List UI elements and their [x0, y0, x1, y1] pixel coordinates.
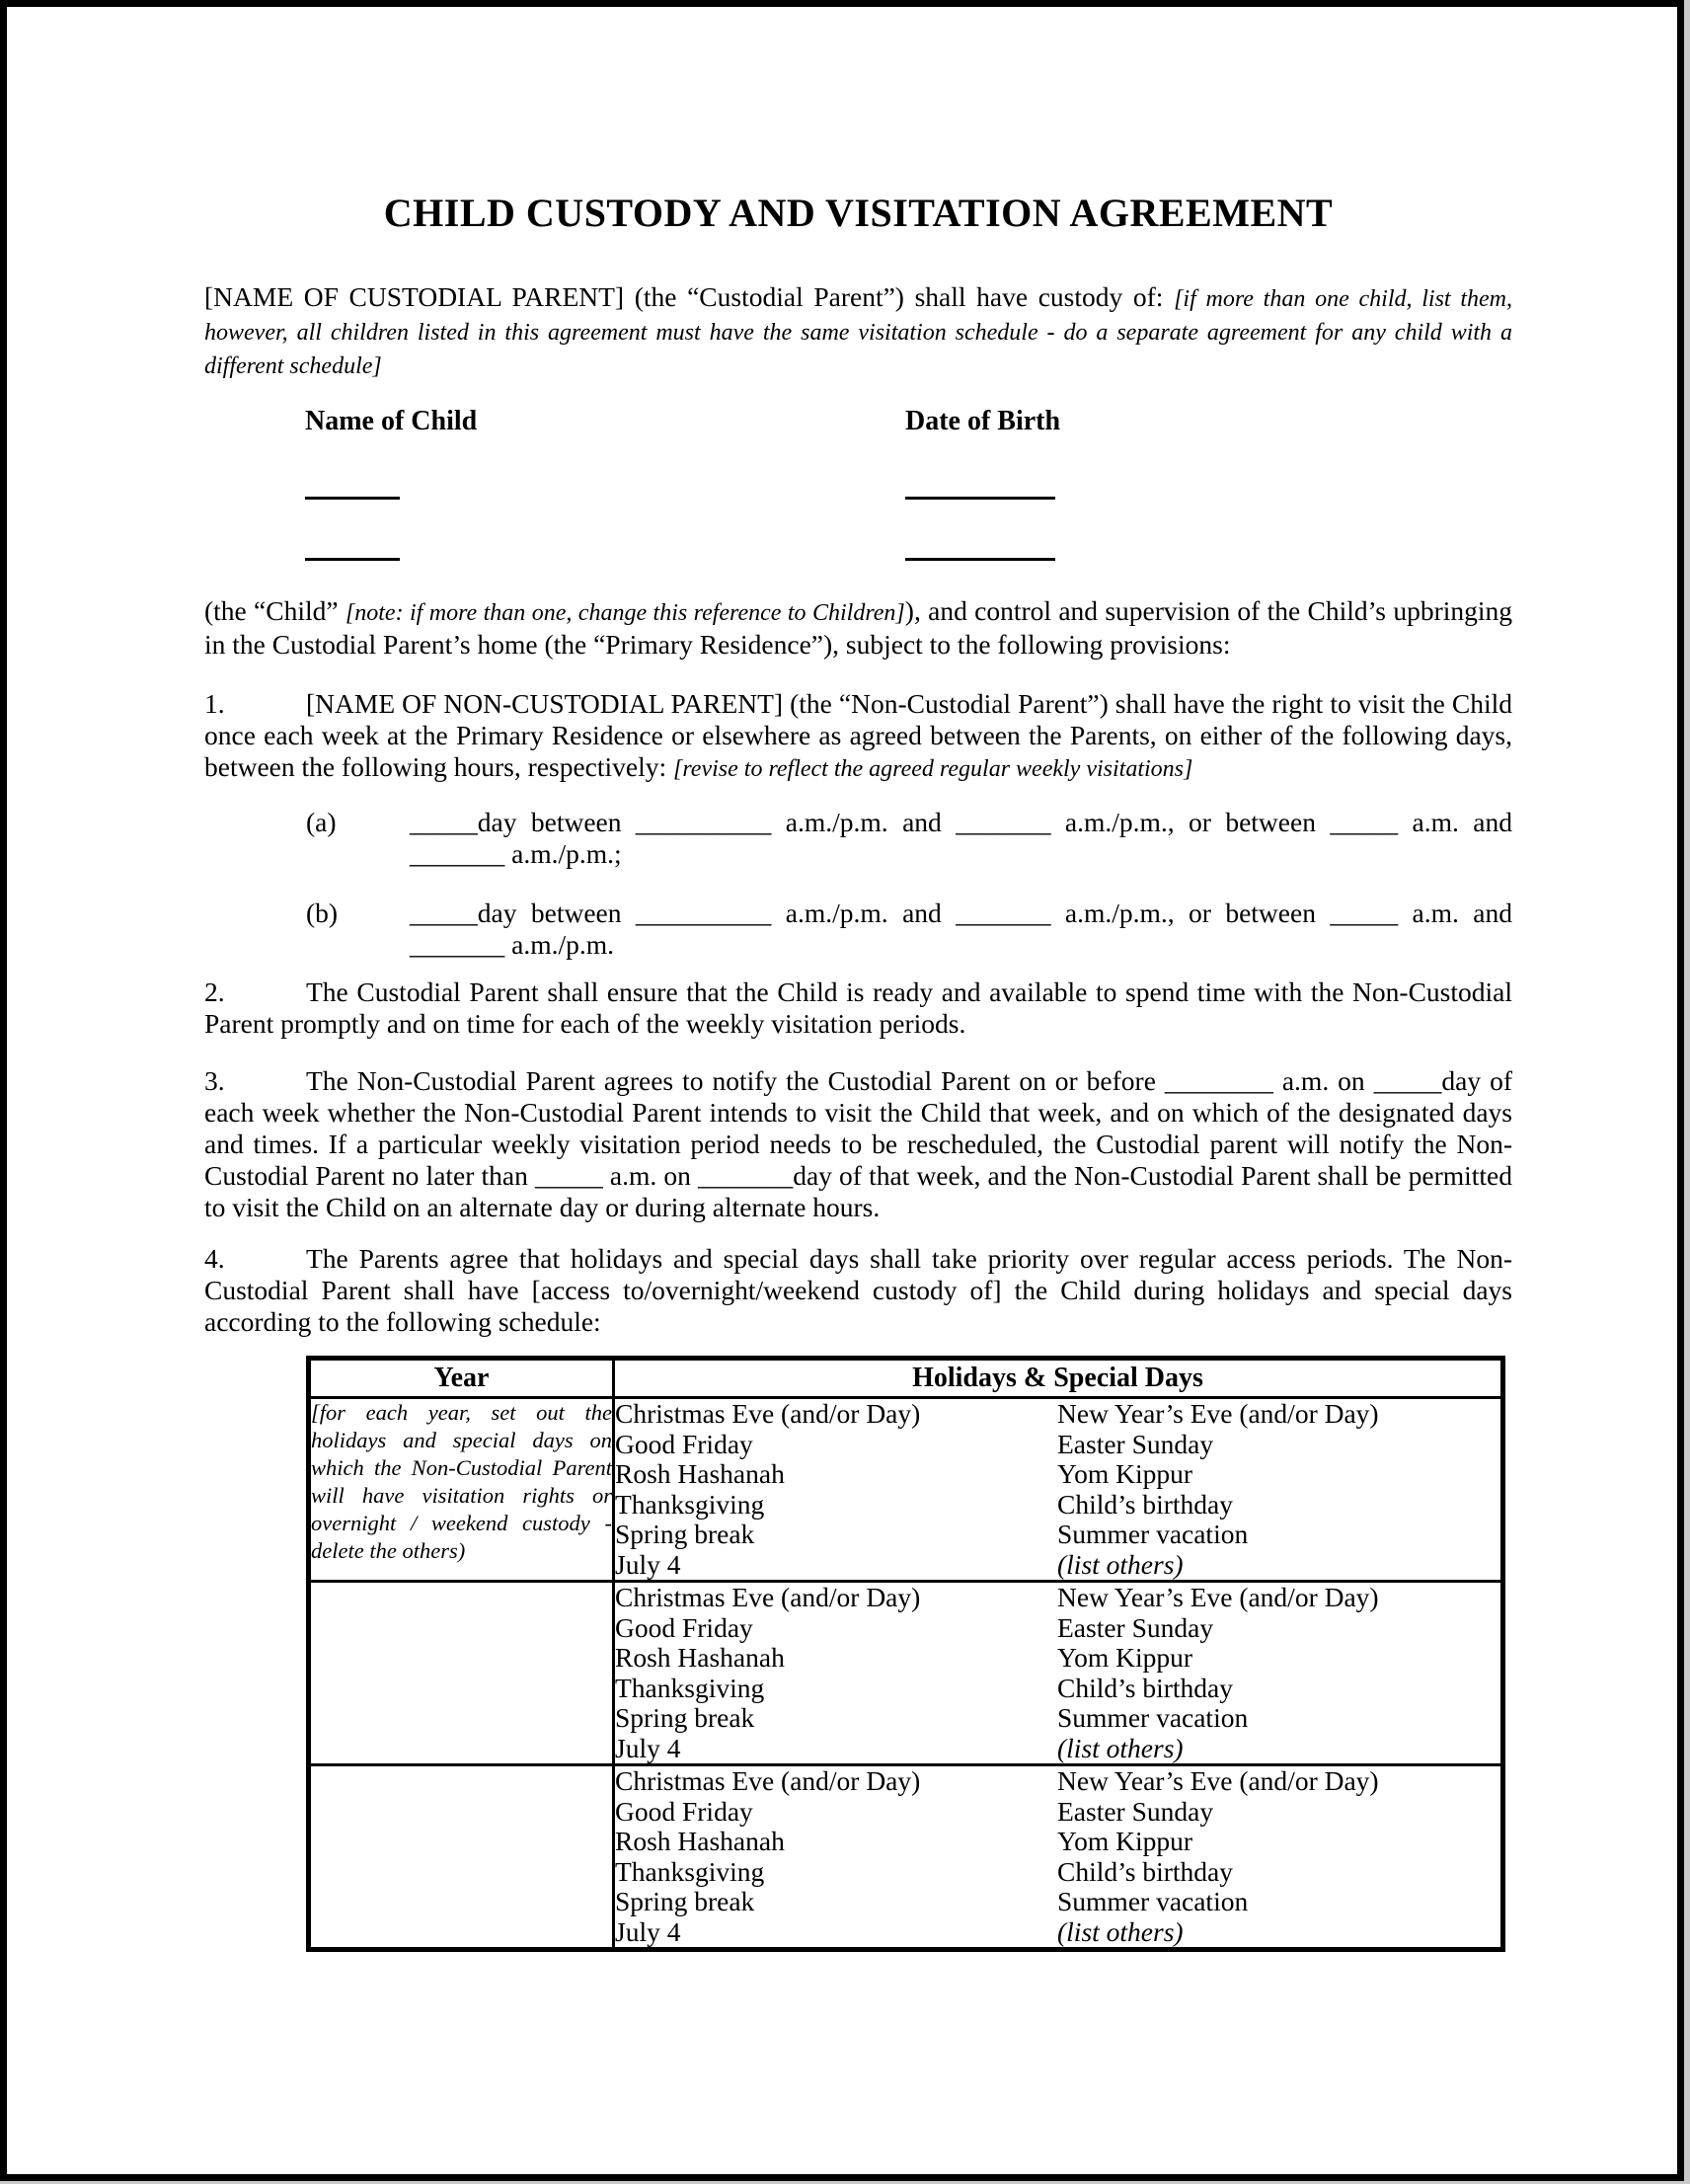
child-name-cell	[305, 477, 905, 500]
child-name-blank-line	[305, 538, 400, 561]
holiday-item: Thanksgiving	[615, 1672, 765, 1703]
clause-4-number: 4.	[204, 1243, 225, 1274]
holiday-item: Rosh Hashanah	[615, 1826, 785, 1856]
year-cell	[309, 1765, 614, 1950]
holiday-list-right	[1057, 1583, 1500, 1763]
holiday-item: Good Friday	[615, 1795, 753, 1827]
holiday-item: Christmas Eve (and/or Day)	[615, 1765, 921, 1796]
clause-2-text: The Custodial Parent shall ensure that the Child is ready and available to spend time with the Non-Custodial Parent promptly and on time for each of the weekly visitation periods.	[204, 976, 1512, 1039]
holiday-item: New Year’s Eve (and/or Day)	[1057, 1582, 1379, 1612]
clause-1-note: [revise to reflect the agreed regular weekly visitations]	[673, 756, 1193, 782]
intro-text: [NAME OF CUSTODIAL PARENT] (the “Custodial Parent”) shall have custody of:	[204, 281, 1175, 312]
holiday-item: Yom Kippur	[1057, 1642, 1193, 1673]
child-name-blank-line	[305, 477, 400, 500]
holiday-item: (list others)	[1057, 1915, 1184, 1947]
holiday-schedule-body	[309, 1398, 1503, 1950]
holidays-column-header: Holidays & Special Days	[614, 1359, 1503, 1398]
holiday-item: Child’s birthday	[1057, 1488, 1233, 1520]
item-a-text: _____day between __________ a.m./p.m. and _______ a.m./p.m., or between _____ a.m. and _______ a.m./p.m.;	[410, 807, 1512, 869]
holiday-item: Summer vacation	[1057, 1886, 1249, 1916]
child-clause-close: ), and control and supervision of the Child’s upbringing in the Custodial Parent’s home (the “Primary Residence”), subject to the following provisions:	[204, 595, 1513, 660]
item-b-text: _____day between __________ a.m./p.m. and _______ a.m./p.m., or between _____ a.m. and _______ a.m./p.m.	[410, 897, 1512, 960]
year-cell	[309, 1582, 614, 1765]
holiday-list-right	[1057, 1399, 1500, 1580]
clause-1-paragraph	[204, 688, 1512, 785]
holiday-item: Easter Sunday	[1057, 1611, 1214, 1643]
holiday-item: Thanksgiving	[615, 1855, 765, 1887]
year-note: [for each year, set out the holidays and special days on which the Non-Custodial Parent will have visitation rights or overnight / weekend custody - delete the others)	[311, 1400, 612, 1563]
children-list-headers	[305, 406, 1512, 437]
child-clause-open: (the “Child”	[204, 595, 346, 626]
holiday-item: Christmas Eve (and/or Day)	[615, 1398, 921, 1429]
holiday-item: (list others)	[1057, 1548, 1184, 1580]
child-clause-note: [note: if more than one, change this reference to Children]	[345, 600, 905, 626]
intro-paragraph	[204, 281, 1512, 382]
holiday-list-left	[615, 1766, 1057, 1947]
holidays-cell	[614, 1765, 1503, 1950]
date-of-birth-header: Date of Birth	[905, 406, 1061, 436]
holiday-item: Easter Sunday	[1057, 1428, 1214, 1459]
clause-2-number: 2.	[204, 976, 225, 1007]
holiday-item: Yom Kippur	[1057, 1458, 1193, 1489]
year-column-header: Year	[309, 1359, 614, 1398]
schedule-row	[309, 1765, 1503, 1950]
clause-3-paragraph	[204, 1065, 1512, 1223]
clause-2-paragraph	[204, 976, 1512, 1040]
holidays-cell	[614, 1582, 1503, 1765]
holiday-item: July 4	[615, 1548, 681, 1580]
page-content	[204, 191, 1512, 1952]
clause-4-text: The Parents agree that holidays and special days shall take priority over regular access periods. The Non-Custodial Parent shall have [access to/overnight/weekend custody of] the Child during holidays and special days according to the following schedule:	[204, 1243, 1512, 1337]
holiday-schedule-header	[309, 1359, 1503, 1398]
clause-1-text: [NAME OF NON-CUSTODIAL PARENT] (the “Non-Custodial Parent”) shall have the right to visit the Child once each week at the Primary Residence or elsewhere as agreed between the Parents, on either of the following days, between the following hours, respectively:	[204, 688, 1512, 782]
holidays-cell	[614, 1398, 1503, 1582]
weekly-visit-item-a	[306, 807, 1512, 870]
holiday-schedule-table	[306, 1356, 1505, 1952]
holiday-item: New Year’s Eve (and/or Day)	[1057, 1765, 1379, 1796]
holiday-item: Summer vacation	[1057, 1519, 1249, 1549]
holiday-item: Child’s birthday	[1057, 1672, 1233, 1703]
holiday-item: Spring break	[615, 1702, 755, 1733]
schedule-header-row	[309, 1359, 1503, 1398]
holiday-item: Spring break	[615, 1519, 755, 1549]
holiday-item: Rosh Hashanah	[615, 1642, 785, 1673]
schedule-row	[309, 1398, 1503, 1582]
clause-4-paragraph	[204, 1243, 1512, 1338]
page-title: CHILD CUSTODY AND VISITATION AGREEMENT	[383, 191, 1334, 235]
holiday-item: Good Friday	[615, 1428, 753, 1459]
child-clause-paragraph	[204, 595, 1512, 661]
clause-1-number: 1.	[204, 688, 225, 719]
holiday-item: Spring break	[615, 1886, 755, 1916]
name-of-child-header: Name of Child	[305, 406, 478, 436]
holiday-item: (list others)	[1057, 1732, 1184, 1763]
holiday-item: Thanksgiving	[615, 1488, 765, 1520]
intro-note: [if more than one child, list them, however, all children listed in this agreement must have the same visitation schedule - do a separate agreement for any child with a different schedule]	[204, 286, 1513, 379]
holiday-list-left	[615, 1399, 1057, 1580]
item-a-label: (a)	[306, 807, 337, 837]
clause-3-number: 3.	[204, 1065, 225, 1096]
holiday-item: Summer vacation	[1057, 1702, 1249, 1733]
schedule-row	[309, 1582, 1503, 1765]
holiday-item: July 4	[615, 1732, 681, 1763]
holiday-item: Good Friday	[615, 1611, 753, 1643]
holiday-item: Yom Kippur	[1057, 1826, 1193, 1856]
child-entry-row	[305, 477, 1512, 501]
item-b-label: (b)	[306, 897, 339, 928]
child-dob-blank-line	[905, 538, 1055, 561]
holiday-item: Child’s birthday	[1057, 1855, 1233, 1887]
holiday-item: July 4	[615, 1915, 681, 1947]
holiday-list-left	[615, 1583, 1057, 1763]
child-entry-row	[305, 538, 1512, 562]
holiday-item: Christmas Eve (and/or Day)	[615, 1582, 921, 1612]
holiday-item: Easter Sunday	[1057, 1795, 1214, 1827]
child-name-cell	[305, 538, 905, 561]
holiday-item: New Year’s Eve (and/or Day)	[1057, 1398, 1379, 1429]
clause-3-text: The Non-Custodial Parent agrees to notify the Custodial Parent on or before ________ a.m. on _____day of each week whether the Non-Custodial Parent intends to visit the Child that week, and on which of the designated days and times. If a particular weekly visitation period needs to be rescheduled, the Custodial parent will notify the Non-Custodial Parent no later than _____ a.m. on _______day of that week, and the Non-Custodial Parent shall be permitted to visit the Child on an alternate day or during alternate hours.	[204, 1065, 1512, 1222]
weekly-visit-item-b	[306, 897, 1512, 961]
child-dob-blank-line	[905, 477, 1055, 500]
holiday-item: Rosh Hashanah	[615, 1458, 785, 1489]
year-cell	[309, 1398, 614, 1582]
holiday-list-right	[1057, 1766, 1500, 1947]
